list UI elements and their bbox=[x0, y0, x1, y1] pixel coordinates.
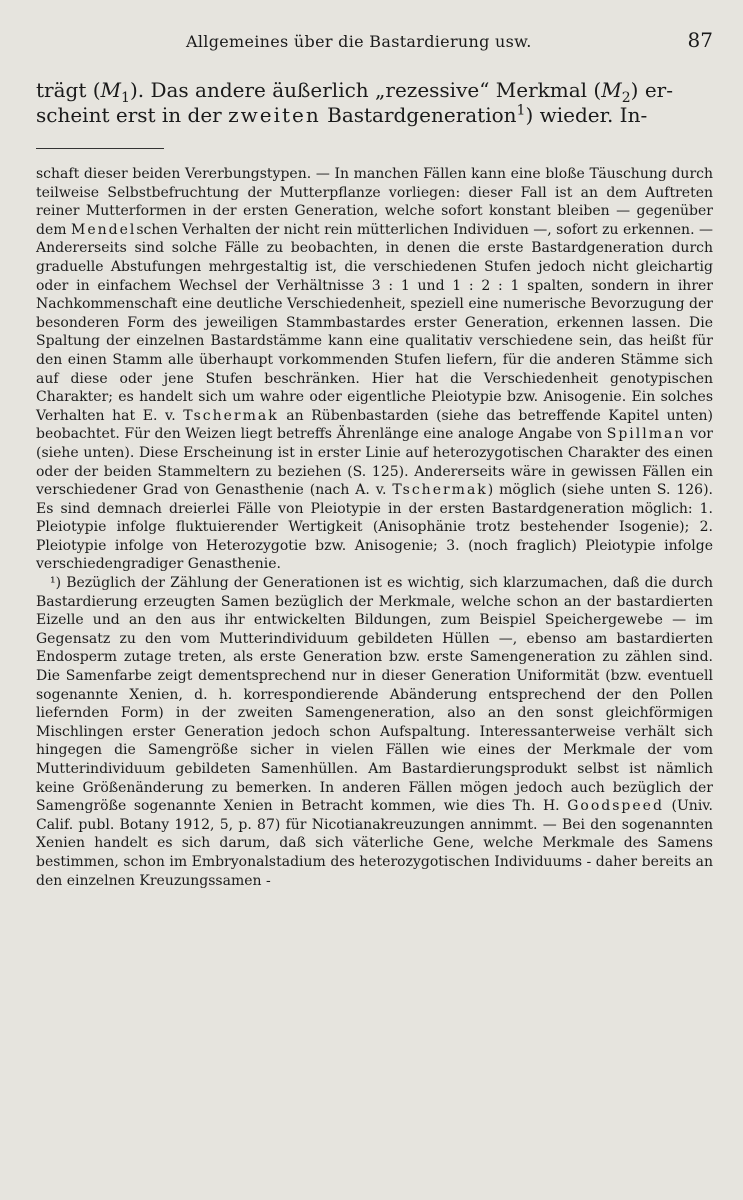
footnote-marker: ¹) bbox=[50, 575, 62, 592]
page-header bbox=[36, 28, 713, 58]
running-title: Allgemeines über die Bastardierung usw. bbox=[186, 32, 532, 51]
footnotes bbox=[36, 165, 713, 890]
page-number: 87 bbox=[687, 28, 713, 52]
main-line-2: scheint erst in der zweiten Bastardgeneration$^1$) wieder. In- bbox=[36, 102, 648, 127]
footnote-continuation: schaft dieser beiden Vererbungstypen. — In manchen Fällen kann eine bloße Täuschung durch teilweise Selbstbefruchtung der Mutterpflanze vorliegen: dieser Fall ist an dem Auftreten reiner Mutterformen in der ersten Generation, welche sofort konstant bleiben — gegenüber dem Mendelschen Verhalten der nicht rein mütterlichen Individuen —, sofort zu erkennen. — Andererseits sind solche Fälle zu beobachten, in denen die erste Bastardgeneration durch graduelle Abstufungen mehrgestaltig ist, die verschiedenen Stufen jedoch nicht gleichartig oder in einfachem Wechsel der Verhältnisse 3 : 1 und 1 : 2 : 1 spalten, sondern in ihrer Nachkommenschaft eine deutliche Verschiedenheit, speziell eine numerische Bevorzugung der besonderen Form des jeweiligen Stammbastardes erster Generation, erkennen lassen. Die Spaltung der einzelnen Bastardstämme kann eine qualitativ verschiedene sein, das heißt für den einen Stamm alle überhaupt vorkommenden Stufen liefern, für die anderen Stämme sich auf diese oder jene Stufen beschränken. Hier hat die Verschiedenheit genotypischen Charakter; es handelt sich um wahre oder eigentliche Pleiotypie bzw. Anisogenie. Ein solches Verhalten hat E. v. Tschermak an Rübenbastarden (siehe das betreffende Kapitel unten) beobachtet. Für den Weizen liegt betreffs Ährenlänge eine analoge Angabe von Spillman vor (siehe unten). Diese Erscheinung ist in erster Linie auf heterozygotischen Charakter des einen oder der beiden Stammeltern zu beziehen (S. 125). Andererseits wäre in gewissen Fällen ein verschiedener Grad von Genasthenie (nach A. v. Tschermak) möglich (siehe unten S. 126). Es sind demnach dreierlei Fälle von Pleiotypie in der ersten Bastardgeneration möglich: 1. Pleiotypie infolge fluktuierender Wertigkeit (Anisophänie trotz bestehender Isogenie); 2. Pleiotypie infolge von Heterozygotie bzw. Anisogenie; 3. (noch fraglich) Pleiotypie infolge verschiedengradiger Genasthenie. bbox=[36, 166, 714, 573]
main-text bbox=[36, 78, 713, 128]
footnote-1: ¹) Bezüglich der Zählung der Generationen ist es wichtig, sich klarzumachen, daß die durch Bastardierung erzeugten Samen bezüglich der Merkmale, welche schon an der bastardierten Eizelle und an den aus ihr entwickelten Bildungen, zum Beispiel Speichergewebe — im Gegensatz zu den vom Mutterindividuum gebildeten Hüllen —, ebenso am bastardierten Endosperm zutage treten, als erste Generation bzw. erste Samengeneration zu zählen sind. Die Samenfarbe zeigt dementsprechend nur in dieser Generation Uniformität (bzw. eventuell sogenannte Xenien, d. h. korrespondierende Abänderung entsprechend der den Pollen liefernden Form) in der zweiten Samengeneration, also an den sonst gleichförmigen Mischlingen erster Generation jedoch schon Aufspaltung. Interessanterweise verhält sich hingegen die Samengröße sicher in vielen Fällen wie eines der Merkmale der vom Mutterindividuum gebildeten Samenhüllen. Am Bastardierungsprodukt selbst ist nämlich keine Größenänderung zu bemerken. In anderen Fällen mögen jedoch auch bezüglich der Samengröße sogenannte Xenien in Betracht kommen, wie dies Th. H. Goodspeed (Univ. Calif. publ. Botany 1912, 5, p. 87) für Nicotianakreuzungen annimmt. — Bei den sogenannten Xenien handelt es sich darum, daß sich väterliche Gene, welche Merkmale des Samens bestimmen, schon im Embryonalstadium des heterozygotischen Individuums - daher bereits an den einzelnen Kreuzungssamen - bbox=[36, 575, 713, 889]
footnote-separator bbox=[36, 148, 164, 149]
main-line-1: trägt $(M_1)$. Das andere äußerlich „rezessive“ Merkmal $(M_2)$ er- bbox=[36, 78, 673, 106]
